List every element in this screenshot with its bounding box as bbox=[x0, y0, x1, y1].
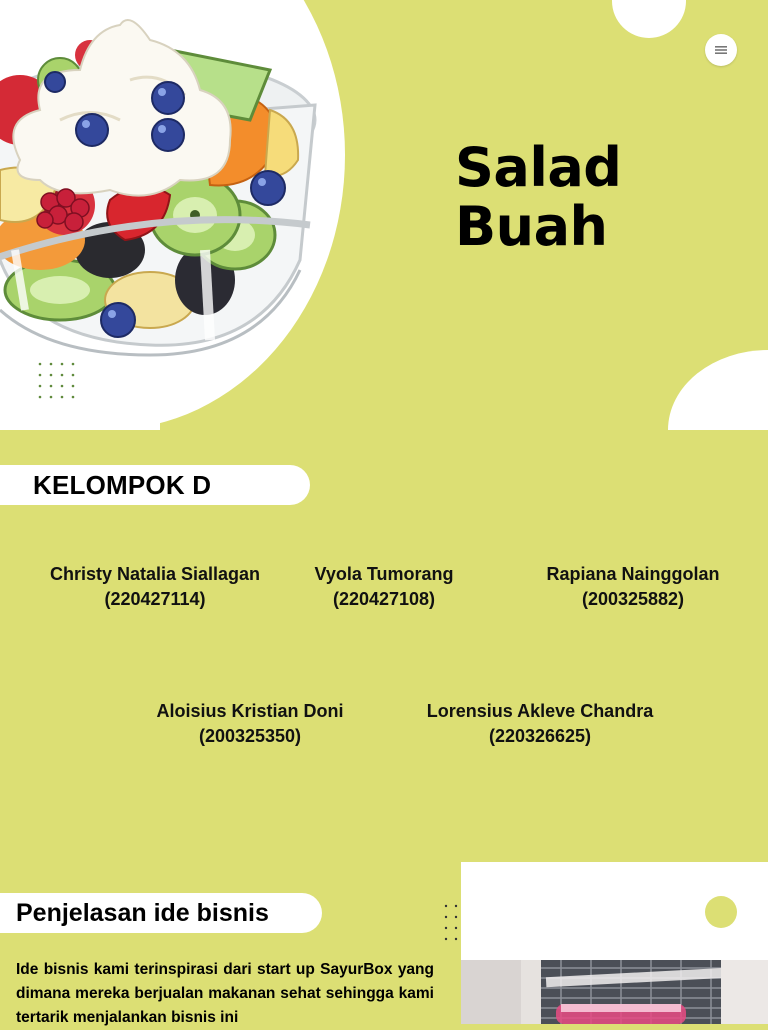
member-id: (200325350) bbox=[198, 726, 302, 746]
member-name: Christy Natalia Siallagan bbox=[49, 564, 261, 584]
idea-heading-pill bbox=[0, 893, 322, 933]
idea-description: Ide bisnis kami terinspirasi dari start up SayurBox yang dimana mereka berjualan makanan sehat sehingga kami tertarik menjalankan bisnis ini bbox=[16, 961, 434, 1026]
idea-heading: Penjelasan ide bisnis bbox=[16, 898, 269, 927]
fruit-salad-illustration bbox=[0, 10, 330, 360]
menu-button[interactable] bbox=[705, 34, 737, 66]
dot-grid-decoration bbox=[38, 362, 78, 404]
group-label-pill bbox=[0, 465, 310, 505]
member-id: (220427114) bbox=[104, 589, 206, 609]
page-title-line-1: Salad bbox=[455, 136, 622, 199]
member-name: Aloisius Kristian Doni bbox=[156, 701, 344, 721]
member-card bbox=[130, 699, 370, 749]
member-id: (200325882) bbox=[581, 589, 685, 609]
page-title bbox=[455, 138, 621, 256]
member-name: Lorensius Akleve Chandra bbox=[426, 701, 654, 721]
member-card bbox=[513, 562, 753, 612]
page-title-line-2: Buah bbox=[455, 195, 608, 258]
decorative-circle bbox=[705, 896, 737, 928]
decorative-semicircle bbox=[668, 350, 768, 430]
hamburger-menu-icon bbox=[714, 44, 728, 56]
member-name: Rapiana Nainggolan bbox=[546, 564, 720, 584]
member-card bbox=[420, 699, 660, 749]
member-card bbox=[35, 562, 275, 612]
hero-white-corner bbox=[0, 380, 160, 430]
product-photo bbox=[461, 960, 768, 1024]
member-id: (220326625) bbox=[488, 726, 592, 746]
hero-section bbox=[0, 0, 768, 430]
member-card bbox=[264, 562, 504, 612]
member-name: Vyola Tumorang bbox=[314, 564, 454, 584]
member-id: (220427108) bbox=[332, 589, 436, 609]
photo-panel bbox=[461, 862, 768, 1024]
decorative-circle bbox=[612, 0, 686, 38]
group-label: KELOMPOK D bbox=[33, 469, 212, 500]
